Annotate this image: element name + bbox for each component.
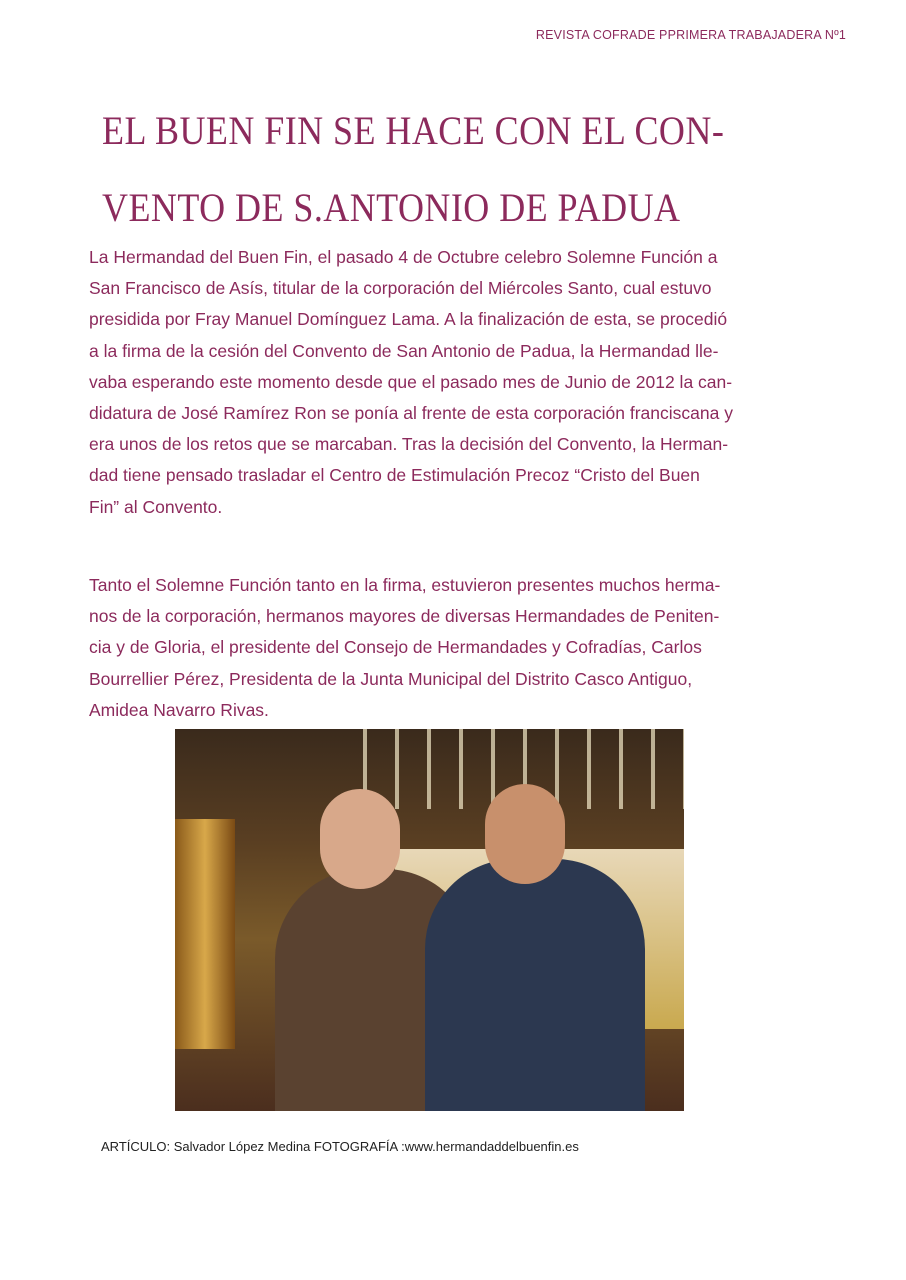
photo-man-head: [485, 784, 565, 884]
text-line: Amidea Navarro Rivas.: [89, 699, 269, 720]
text-line: vaba esperando este momento desde que el pasado mes de Junio de 2012 la can-: [89, 371, 733, 392]
title-line: EL BUEN FIN SE HACE CON EL CON-: [102, 108, 725, 153]
text-line: cia y de Gloria, el presidente del Consejo de Hermandades y Cofradías, Carlos: [89, 637, 702, 658]
text-line: nos de la corporación, hermanos mayores de diversas Hermandades de Peniten-: [89, 606, 720, 627]
photo-friar-head: [320, 789, 400, 889]
text-line: San Francisco de Asís, titular de la corporación del Miércoles Santo, cual estuvo: [89, 278, 712, 299]
text-line: era unos de los retos que se marcaban. Tras la decisión del Convento, la Herman-: [89, 434, 729, 455]
text-line: didatura de José Ramírez Ron se ponía al frente de esta corporación franciscana y: [89, 402, 733, 423]
text-line: presidida por Fray Manuel Domínguez Lama. A la finalización de esta, se procedió: [89, 309, 728, 330]
magazine-header: REVISTA COFRADE PPRIMERA TRABAJADERA Nº1: [535, 28, 846, 42]
photo-credit: ARTÍCULO: Salvador López Medina FOTOGRAFÍA :www.hermandaddelbuenfin.es: [101, 1139, 579, 1154]
text-line: dad tiene pensado trasladar el Centro de Estimulación Precoz “Cristo del Buen: [89, 465, 700, 486]
text-line: Bourrellier Pérez, Presidenta de la Junta Municipal del Distrito Casco Antiguo,: [89, 668, 693, 689]
photo-man: [425, 859, 645, 1111]
text-line: a la firma de la cesión del Convento de San Antonio de Padua, la Hermandad lle-: [89, 340, 719, 361]
text-line: Fin” al Convento.: [89, 496, 223, 517]
photo-pillar: [175, 819, 235, 1049]
text-line: Tanto el Solemne Función tanto en la firma, estuvieron presentes muchos herma-: [89, 575, 721, 595]
text-line: La Hermandad del Buen Fin, el pasado 4 de Octubre celebro Solemne Función a: [89, 247, 718, 267]
article-title: [102, 92, 724, 246]
article-photo: [175, 729, 684, 1111]
paragraph-1: [89, 242, 733, 523]
title-line: VENTO DE S.ANTONIO DE PADUA: [102, 185, 681, 230]
paragraph-2: [89, 570, 720, 726]
